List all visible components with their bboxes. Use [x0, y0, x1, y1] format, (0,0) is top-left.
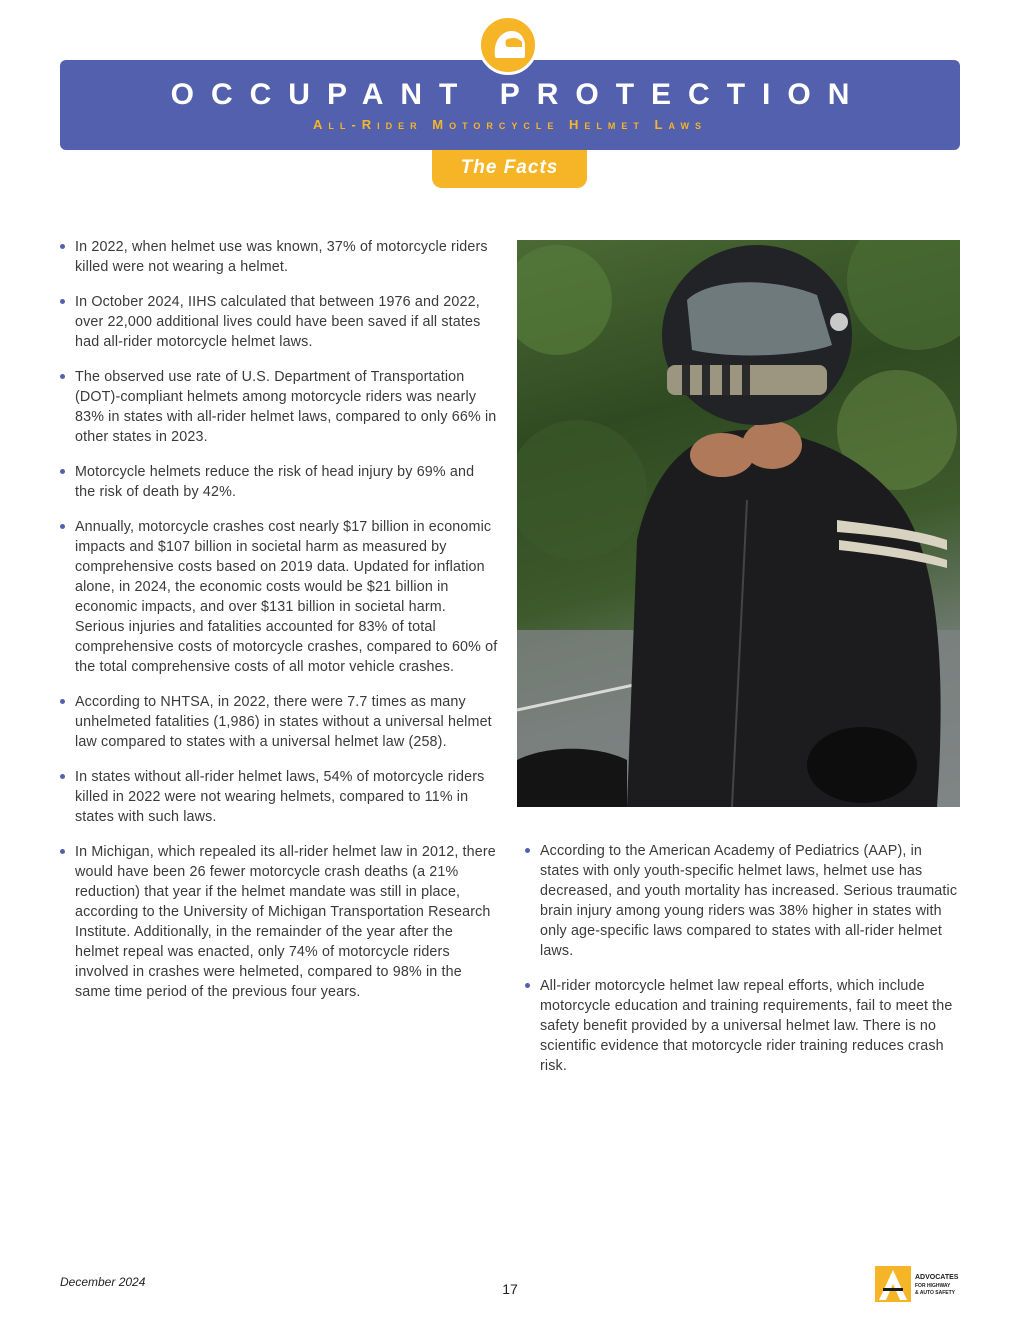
page-subtitle: All-Rider Motorcycle Helmet Laws [313, 117, 707, 132]
right-bullet-list [525, 841, 963, 1091]
logo-line-2: FOR HIGHWAY [915, 1283, 951, 1289]
list-item: All-rider motorcycle helmet law repeal efforts, which include motorcycle education and training requirements, fail to meet the safety benefit provided by a universal helmet law. There is no scientific evidence that motorcycle rider training reduces crash risk. [525, 976, 963, 1076]
list-item: According to the American Academy of Pediatrics (AAP), in states with only youth-specific helmet laws, helmet use has decreased, and youth mortality has increased. Serious traumatic brain injury among young riders was 38% higher in states with only age-specific laws compared to states with all-rider helmet laws. [525, 841, 963, 961]
facts-tab [432, 150, 587, 188]
motorcycle-helmet-icon [478, 15, 538, 75]
list-item: According to NHTSA, in 2022, there were 7.7 times as many unhelmeted fatalities (1,986) in states without a universal helmet law compared to states with a universal helmet law (258). [60, 692, 498, 752]
left-bullet-list [60, 237, 498, 1017]
facts-tab-label: The Facts [460, 157, 559, 178]
list-item: In states without all-rider helmet laws, 54% of motorcycle riders killed in 2022 were not wearing helmets, compared to 11% in states with such laws. [60, 767, 498, 827]
logo-line-3: & AUTO SAFETY [915, 1290, 956, 1296]
list-item: Annually, motorcycle crashes cost nearly $17 billion in economic impacts and $107 billion in societal harm as measured by comprehensive costs based on 2019 data. Updated for inflation alone, in 2024, the economic costs would be $21 billion in economic impacts, and over $131 billion in societal harm. Serious injuries and fatalities accounted for 83% of total comprehensive costs of motorcycle crashes, compared to 60% of the total comprehensive costs of all motor vehicle crashes. [60, 517, 498, 677]
footer-date: December 2024 [60, 1275, 146, 1289]
advocates-logo [875, 1266, 963, 1302]
page-number: 17 [502, 1281, 518, 1297]
list-item: Motorcycle helmets reduce the risk of head injury by 69% and the risk of death by 42%. [60, 462, 498, 502]
page-title: OCCUPANT PROTECTION [170, 78, 867, 111]
list-item: In Michigan, which repealed its all-rider helmet law in 2012, there would have been 26 fewer motorcycle crash deaths (a 21% reduction) that year if the helmet mandate was still in place, according to the University of Michigan Transportation Research Institute. Additionally, in the remainder of the year after the helmet repeal was enacted, only 74% of motorcycle riders involved in crashes were helmeted, compared to 98% in the same time period of the previous four years. [60, 842, 498, 1002]
list-item: In 2022, when helmet use was known, 37% of motorcycle riders killed were not wearing a helmet. [60, 237, 498, 277]
rider-photo [517, 240, 960, 807]
list-item: The observed use rate of U.S. Department of Transportation (DOT)-compliant helmets among motorcycle riders was nearly 83% in states with all-rider helmet laws, compared to only 66% in other states in 2023. [60, 367, 498, 447]
list-item: In October 2024, IIHS calculated that between 1976 and 2022, over 22,000 additional lives could have been saved if all states had all-rider motorcycle helmet laws. [60, 292, 498, 352]
logo-line-1: ADVOCATES [915, 1274, 959, 1281]
